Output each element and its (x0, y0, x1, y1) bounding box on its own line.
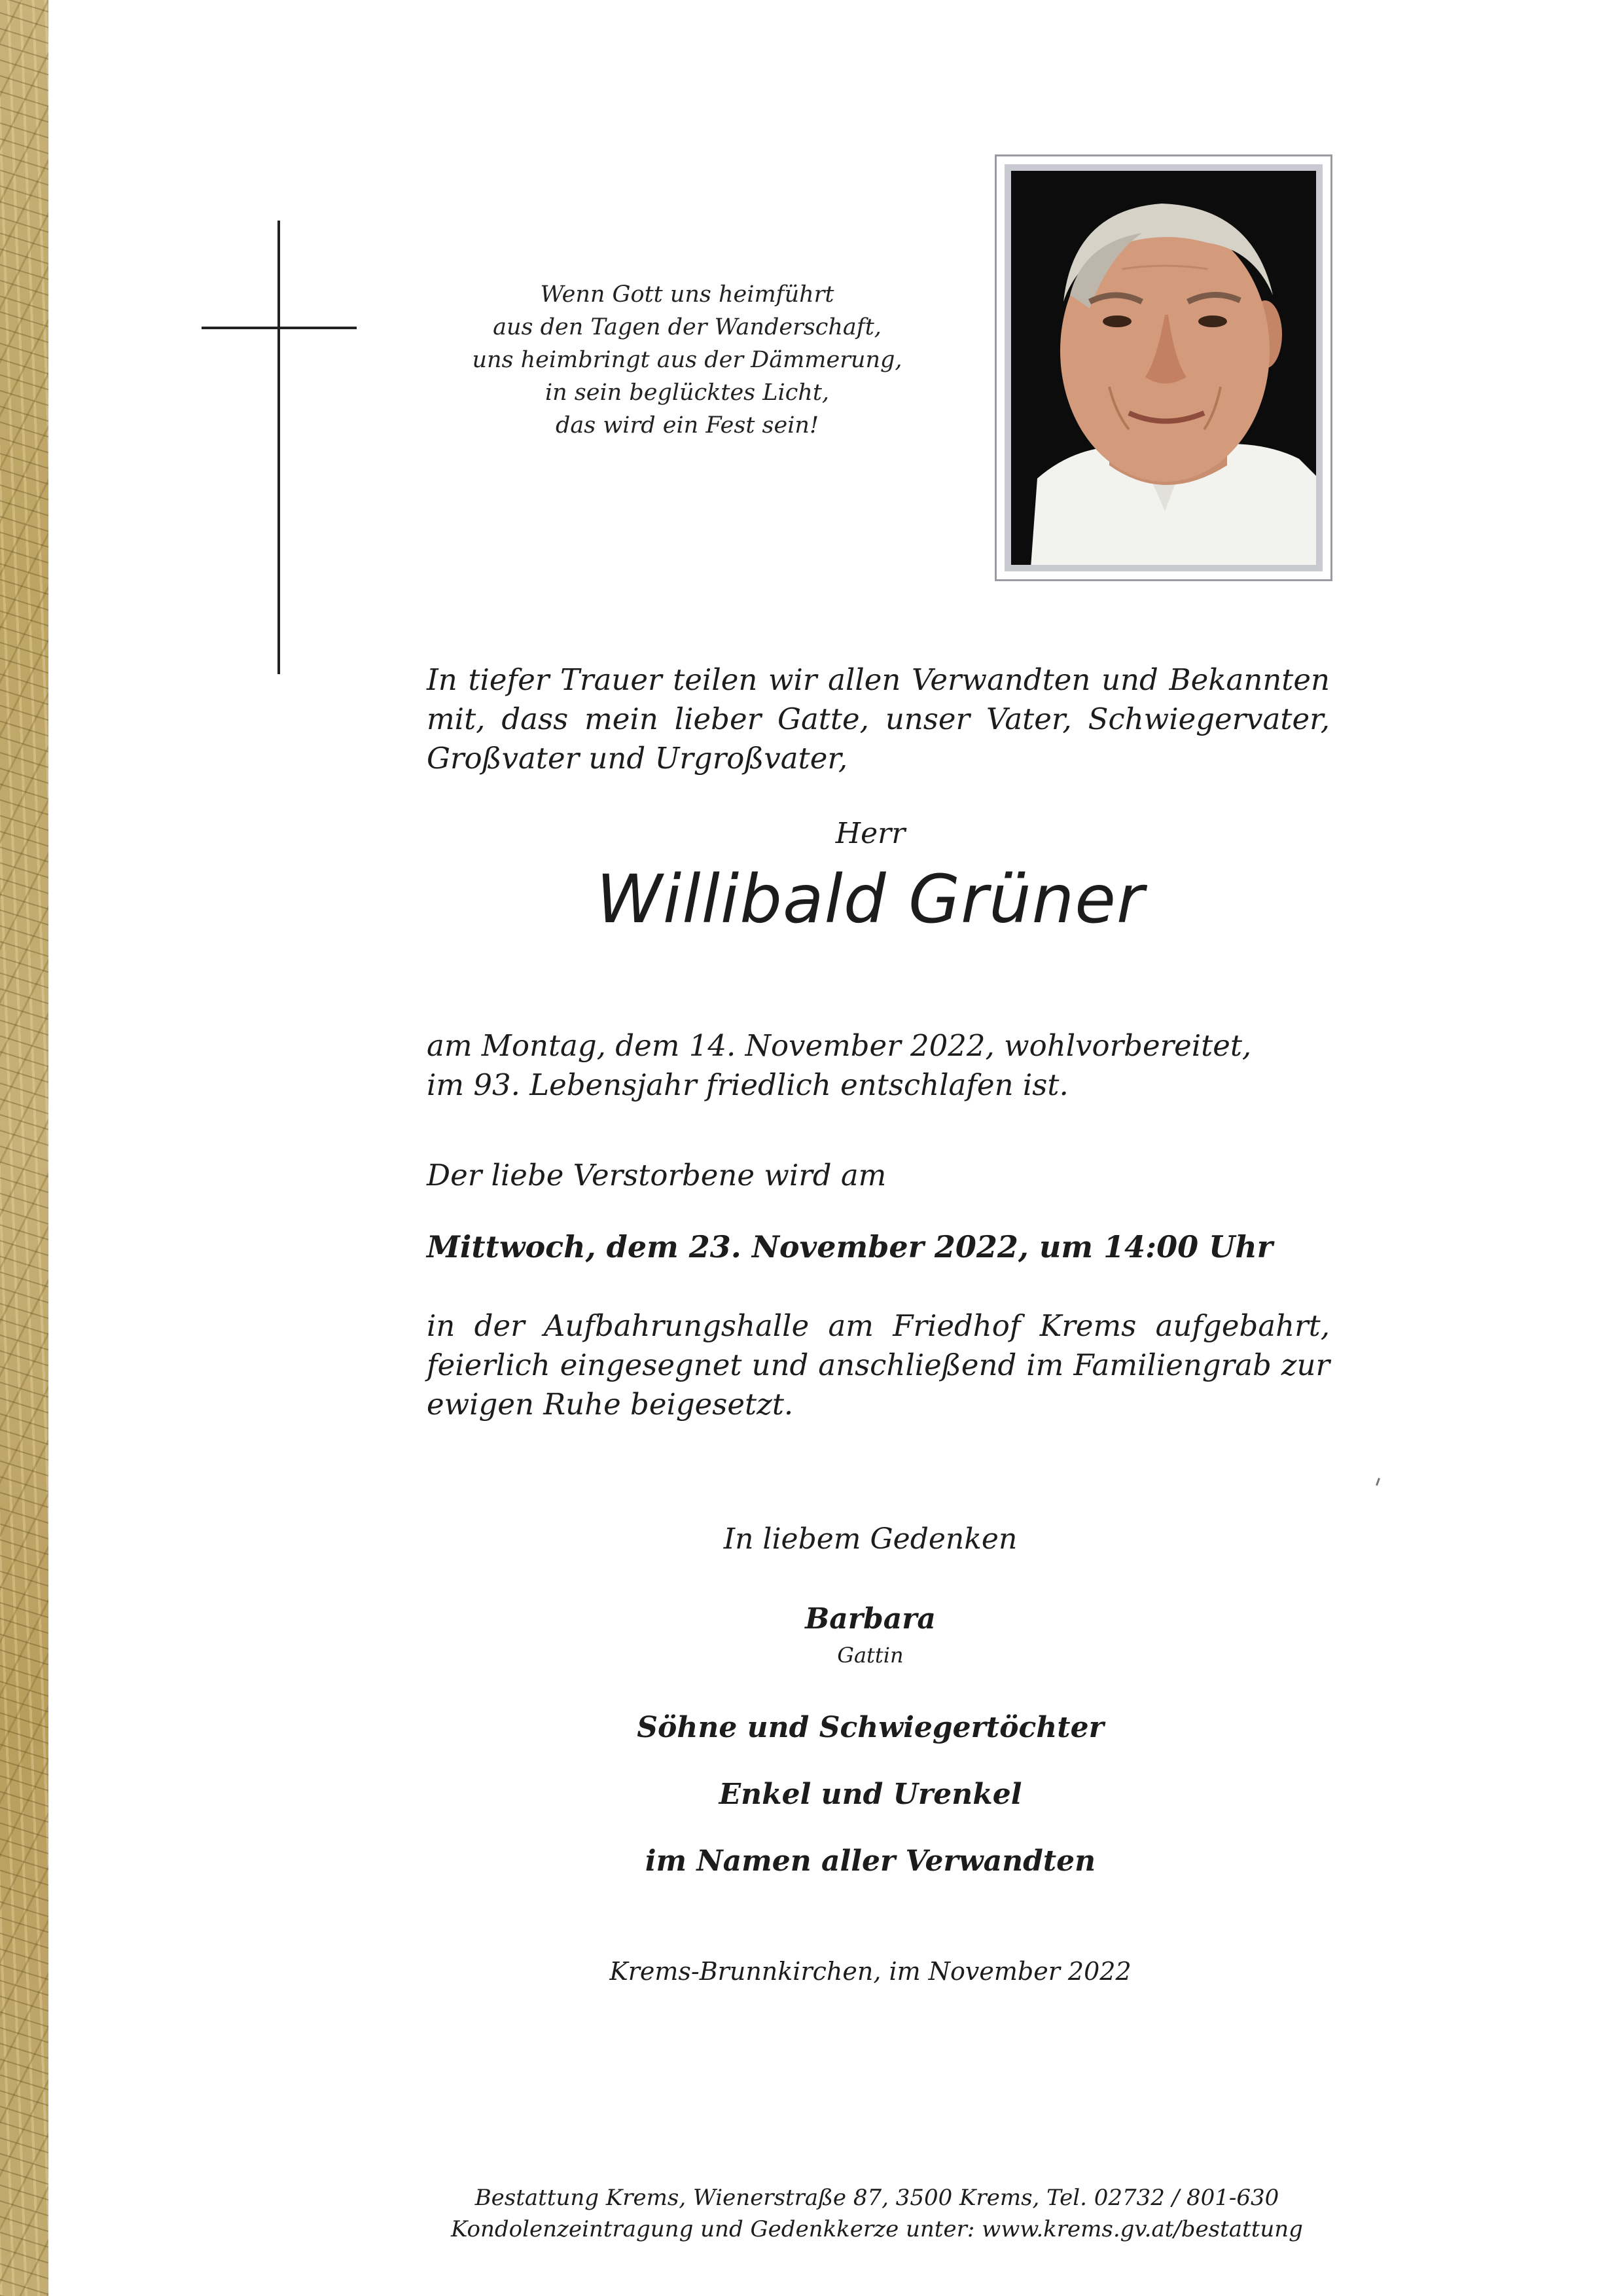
decorative-border-strip (0, 0, 48, 2296)
mourner-group: im Namen aller Verwandten (645, 1844, 1096, 1878)
announcement-intro: In tiefer Trauer teilen wir allen Verwandten und Bekannten mit, dass mein lieber Gatte, unser Vater, Schwiegervater, Großvater und Urgroßvater, (427, 662, 1330, 776)
footer-address: Bestattung Krems, Wienerstraße 87, 3500 Krems, Tel. 02732 / 801-630 (474, 2185, 1279, 2211)
verse-line: Wenn Gott uns heimführt (540, 281, 834, 308)
funeral-home-footer (419, 2182, 1335, 2245)
place-date: Krems-Brunnkirchen, im November 2022 (609, 1957, 1132, 1986)
funeral-intro: Der liebe Verstorbene wird am (427, 1158, 887, 1193)
spouse-role: Gattin (837, 1643, 904, 1668)
death-line: am Montag, dem 14. November 2022, wohlvorbereitet, (427, 1028, 1252, 1063)
cross-icon-horizontal (202, 327, 357, 329)
verse-line: uns heimbringt aus der Dämmerung, (472, 347, 902, 373)
funeral-location: in der Aufbahrungshalle am Friedhof Krems aufgebahrt, feierlich eingesegnet und anschließend im Familiengrab zur ewigen Ruhe beigesetzt. (427, 1308, 1330, 1422)
mourner-group: Söhne und Schwiegertöchter (637, 1711, 1104, 1744)
gedenken-heading: In liebem Gedenken (723, 1522, 1018, 1556)
verse-line: das wird ein Fest sein! (555, 412, 819, 439)
salutation: Herr (835, 817, 906, 850)
portrait-photo-frame (995, 154, 1332, 581)
spouse-name: Barbara (805, 1602, 936, 1636)
cross-icon-vertical (277, 221, 280, 674)
death-line: im 93. Lebensjahr friedlich entschlafen ist. (427, 1067, 1069, 1102)
mourner-group: Enkel und Urenkel (719, 1778, 1022, 1811)
verse-line: aus den Tagen der Wanderschaft, (493, 314, 882, 340)
funeral-date: Mittwoch, dem 23. November 2022, um 14:00 Uhr (427, 1229, 1273, 1265)
portrait-photo (1005, 164, 1323, 571)
verse-line: in sein beglücktes Licht, (544, 380, 830, 406)
memorial-verse (458, 278, 916, 442)
deceased-name: Willibald Grüner (596, 861, 1145, 939)
footer-condolence: Kondolenzeintragung und Gedenkkerze unter: www.krems.gv.at/bestattung (451, 2216, 1303, 2242)
scan-speck (1376, 1478, 1380, 1486)
death-notice (427, 1026, 1251, 1105)
